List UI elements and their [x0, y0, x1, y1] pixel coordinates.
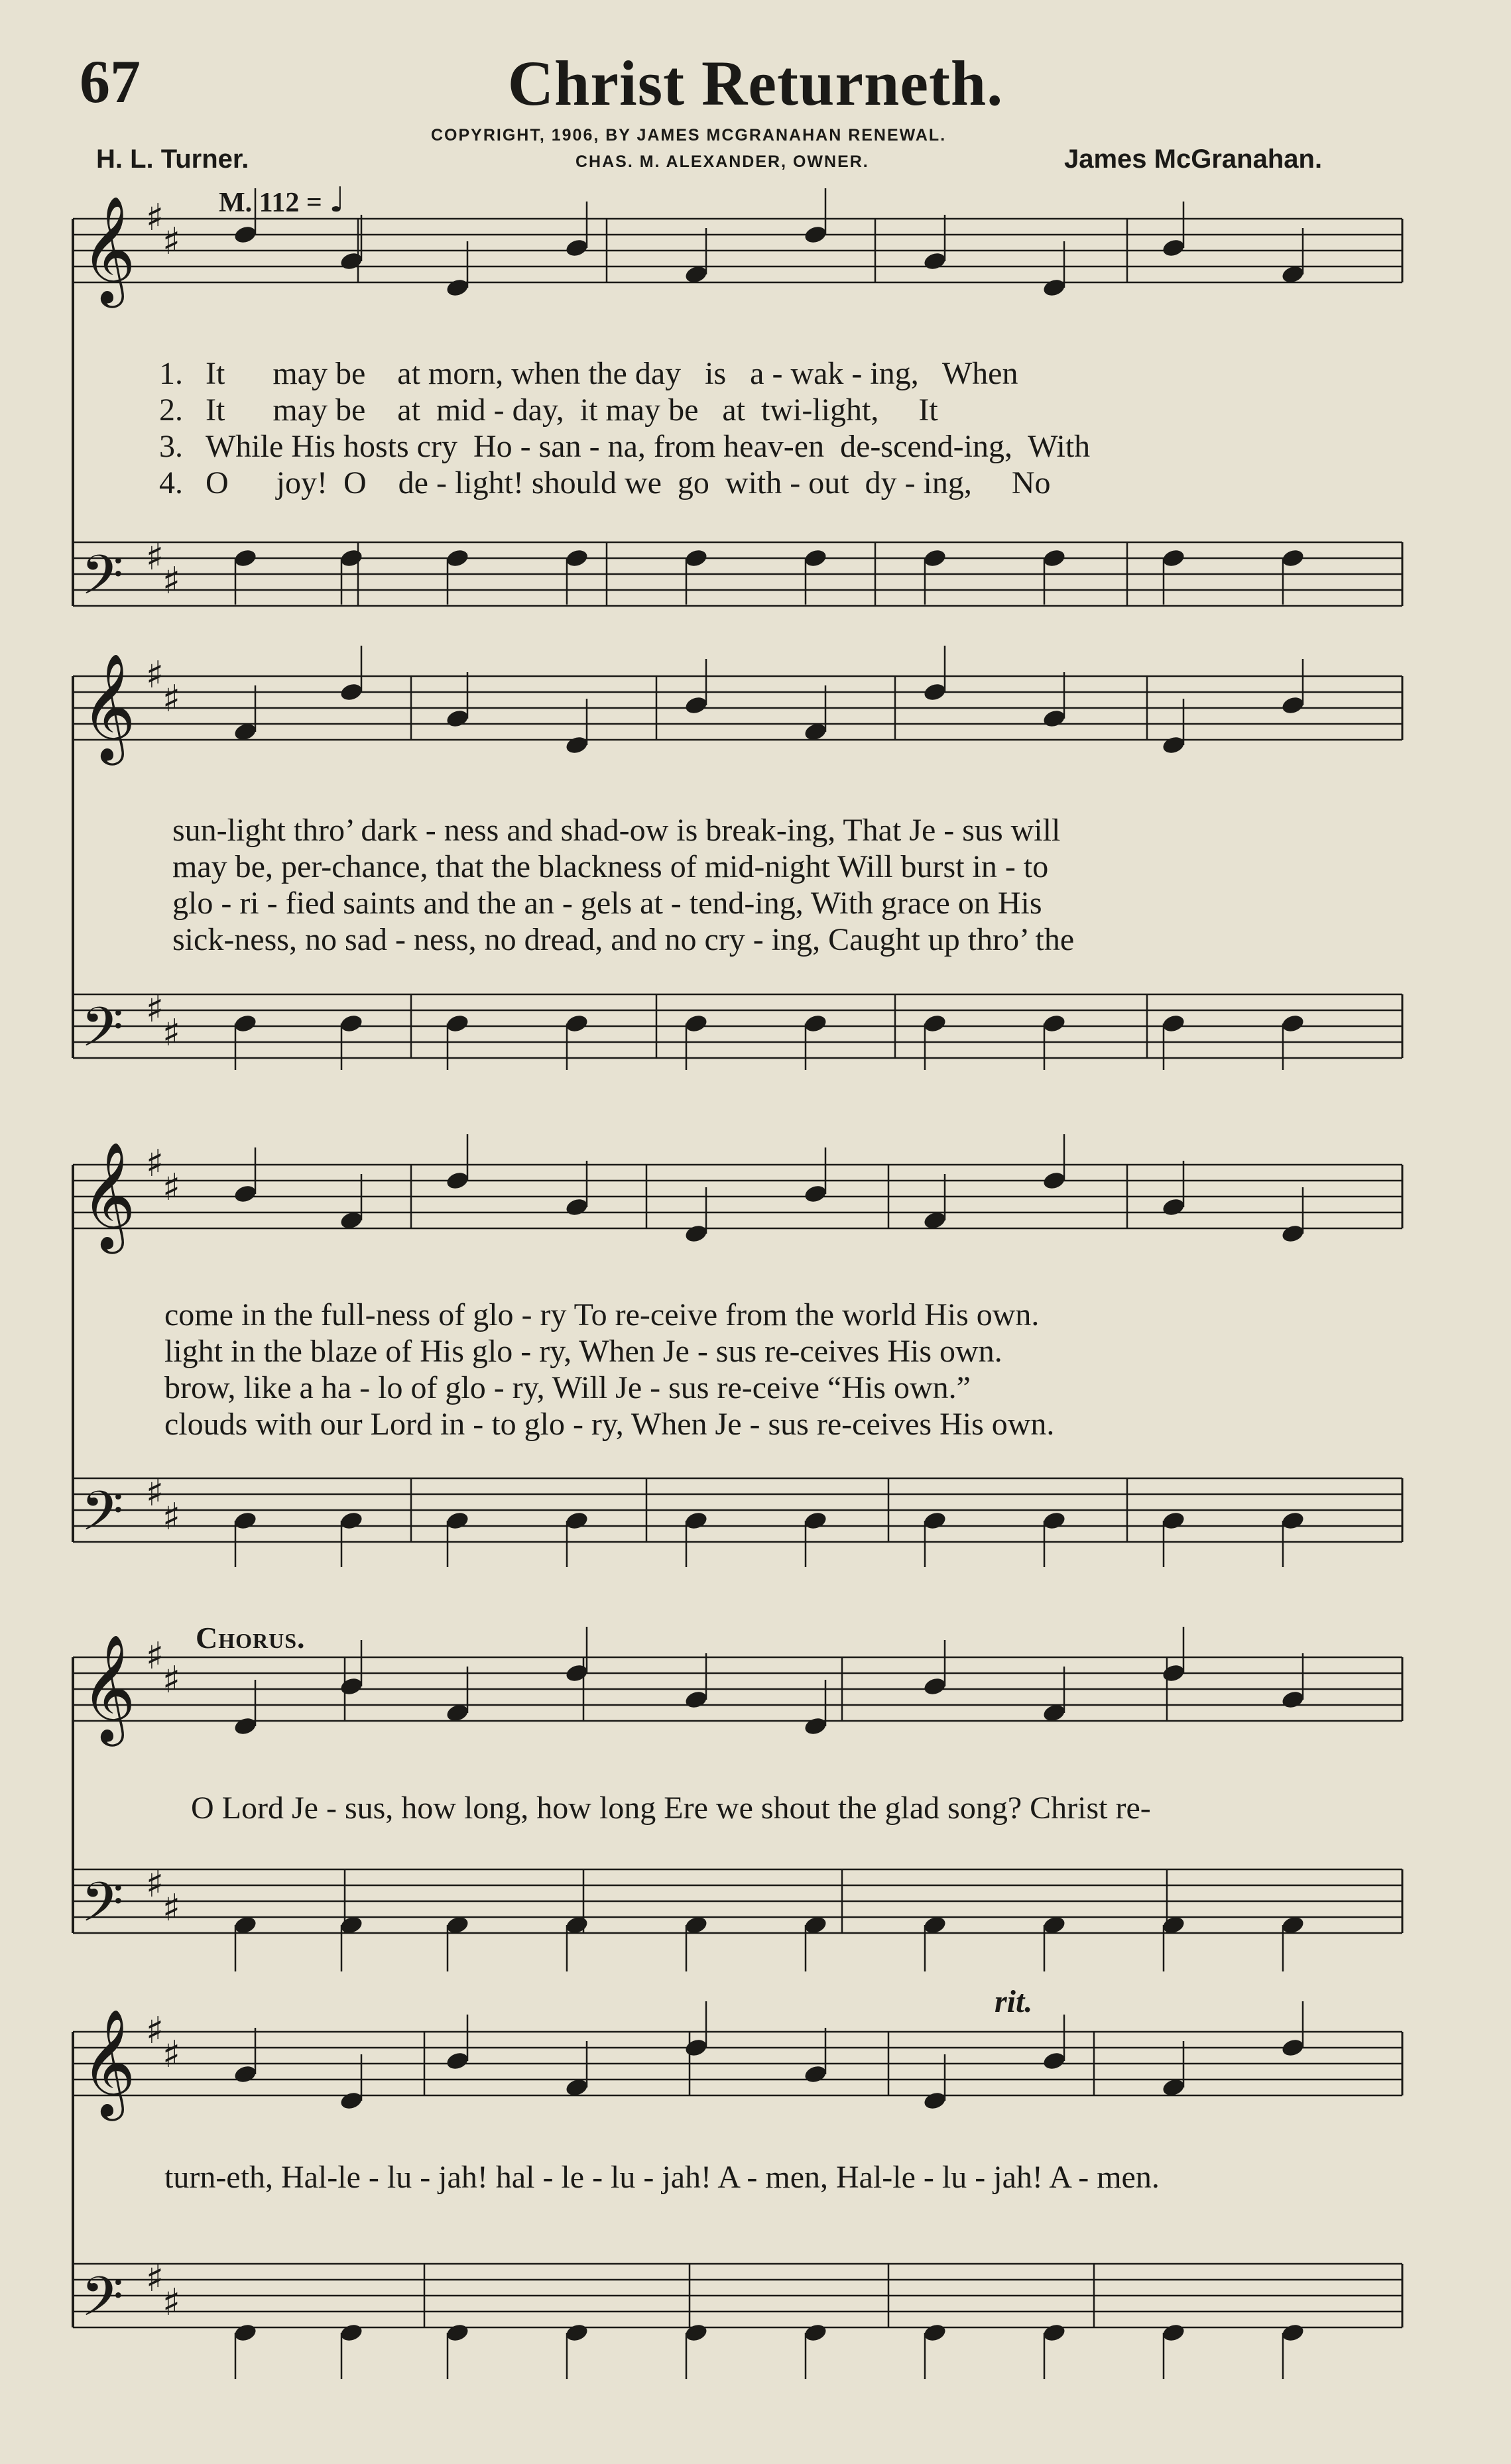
- note-head: [1161, 1013, 1186, 1034]
- note-head: [445, 2322, 470, 2343]
- note-head: [1042, 708, 1067, 729]
- lyric-system1-line2: 2. It may be at mid - day, it may be at twi-light, It: [159, 392, 938, 428]
- sharp-icon: ♯: [162, 1165, 181, 1209]
- treble-clef-icon: 𝄞: [81, 2009, 136, 2117]
- bass-clef-icon: 𝄢: [81, 543, 124, 620]
- note-head: [1042, 548, 1067, 569]
- note-head: [564, 237, 589, 259]
- note-head: [922, 251, 947, 272]
- copyright-line: COPYRIGHT, 1906, BY JAMES MCGRANAHAN RENEWAL.: [431, 126, 947, 145]
- note-head: [1161, 2322, 1186, 2343]
- lyric-system2-line4: sick-ness, no sad - ness, no dread, and no cry - ing, Caught up thro’ the: [172, 922, 1075, 957]
- sharp-icon: ♯: [162, 677, 181, 721]
- lyric-system3-line1: come in the full-ness of glo - ry To re-ceive from the world His own.: [164, 1297, 1040, 1332]
- sharp-icon: ♯: [146, 535, 164, 579]
- sharp-icon: ♯: [146, 1471, 164, 1515]
- lyric-system1-line3: 3. While His hosts cry Ho - san - na, from heav-en de-scend-ing, With: [159, 429, 1091, 464]
- treble-clef-icon: 𝄞: [81, 196, 136, 304]
- note-head: [233, 1716, 258, 1737]
- note-head: [1161, 1663, 1186, 1684]
- note-head: [233, 1013, 258, 1034]
- sharp-icon: ♯: [162, 1495, 181, 1539]
- sharp-icon: ♯: [146, 987, 164, 1031]
- note-head: [339, 1510, 364, 1531]
- copyright-owner: CHAS. M. ALEXANDER, OWNER.: [575, 152, 869, 171]
- note-head: [233, 1510, 258, 1531]
- note-head: [684, 695, 709, 716]
- lyric-system3-line4: clouds with our Lord in - to glo - ry, When Je - sus re-ceives His own.: [164, 1407, 1055, 1442]
- note-head: [339, 1676, 364, 1697]
- note-head: [233, 2322, 258, 2343]
- note-head: [339, 548, 364, 569]
- note-head: [803, 2064, 828, 2085]
- note-head: [233, 548, 258, 569]
- note-head: [922, 2090, 947, 2111]
- note-head: [1161, 1510, 1186, 1531]
- note-head: [564, 1510, 589, 1531]
- note-head: [684, 2037, 709, 2058]
- note-head: [922, 1510, 947, 1531]
- note-head: [803, 1013, 828, 1034]
- note-head: [1280, 2322, 1305, 2343]
- note-head: [1280, 1510, 1305, 1531]
- quarter-note-icon: ♩: [329, 180, 345, 220]
- lyric-system1-line1: 1. It may be at morn, when the day is a - wak - ing, When: [159, 356, 1018, 391]
- bass-clef-icon: 𝄢: [81, 995, 124, 1073]
- note-head: [564, 1197, 589, 1218]
- sharp-icon: ♯: [162, 2280, 181, 2324]
- tempo-label: M. 112 =: [219, 188, 322, 218]
- note-head: [803, 1716, 828, 1737]
- note-head: [339, 1013, 364, 1034]
- lyric-chorus-line1: O Lord Je - sus, how long, how long Ere we shout the glad song? Christ re-: [191, 1790, 1151, 1826]
- note-head: [445, 1510, 470, 1531]
- note-head: [803, 1510, 828, 1531]
- note-head: [922, 1013, 947, 1034]
- note-head: [1280, 1223, 1305, 1244]
- note-head: [803, 1183, 828, 1204]
- author-credit: H. L. Turner.: [96, 145, 249, 174]
- lyric-system1-line4: 4. O joy! O de - light! should we go with - out dy - ing, No: [159, 465, 1051, 500]
- note-head: [684, 1223, 709, 1244]
- note-head: [1280, 1689, 1305, 1710]
- note-head: [684, 1510, 709, 1531]
- lyric-system3-line3: brow, like a ha - lo of glo - ry, Will Je - sus re-ceive “His own.”: [164, 1370, 971, 1405]
- sharp-icon: ♯: [162, 2032, 181, 2076]
- treble-clef-icon: 𝄞: [81, 1142, 136, 1250]
- note-head: [339, 2090, 364, 2111]
- note-head: [339, 251, 364, 272]
- note-head: [1042, 1013, 1067, 1034]
- sharp-icon: ♯: [162, 1011, 181, 1055]
- sharp-icon: ♯: [162, 1658, 181, 1702]
- bass-clef-icon: 𝄢: [81, 2264, 124, 2342]
- note-head: [684, 1689, 709, 1710]
- note-head: [922, 1676, 947, 1697]
- treble-clef-icon: 𝄞: [81, 1634, 136, 1742]
- sharp-icon: ♯: [146, 1142, 164, 1185]
- sharp-icon: ♯: [146, 196, 164, 239]
- note-head: [233, 1183, 258, 1204]
- note-head: [684, 2322, 709, 2343]
- note-head: [1042, 277, 1067, 298]
- note-head: [1161, 237, 1186, 259]
- sharp-icon: ♯: [162, 219, 181, 263]
- note-head: [445, 1013, 470, 1034]
- note-head: [1280, 2037, 1305, 2058]
- note-head: [803, 548, 828, 569]
- sharp-icon: ♯: [162, 559, 181, 603]
- note-head: [233, 224, 258, 245]
- note-head: [1161, 734, 1186, 756]
- note-head: [1042, 2322, 1067, 2343]
- note-head: [803, 2322, 828, 2343]
- note-head: [1280, 548, 1305, 569]
- sharp-icon: ♯: [146, 1862, 164, 1906]
- hymn-number: 67: [80, 48, 141, 115]
- sharp-icon: ♯: [146, 2009, 164, 2052]
- note-head: [339, 681, 364, 703]
- lyric-system2-line3: glo - ri - fied saints and the an - gels at - tend-ing, With grace on His: [172, 886, 1042, 921]
- note-head: [445, 2050, 470, 2072]
- sharp-icon: ♯: [146, 2257, 164, 2300]
- note-head: [233, 2064, 258, 2085]
- note-head: [922, 2322, 947, 2343]
- lyric-system2-line1: sun-light thro’ dark - ness and shad-ow is break-ing, That Je - sus will: [172, 813, 1061, 848]
- note-head: [445, 708, 470, 729]
- note-head: [564, 1663, 589, 1684]
- note-head: [1280, 1013, 1305, 1034]
- note-head: [803, 224, 828, 245]
- sharp-icon: ♯: [146, 1634, 164, 1678]
- note-head: [922, 681, 947, 703]
- lyric-system3-line2: light in the blaze of His glo - ry, When Je - sus re-ceives His own.: [164, 1334, 1002, 1369]
- treble-clef-icon: 𝄞: [81, 653, 136, 761]
- lyric-system2-line2: may be, per-chance, that the blackness of mid-night Will burst in - to: [172, 849, 1049, 884]
- bass-clef-icon: 𝄢: [81, 1870, 124, 1948]
- note-head: [684, 1013, 709, 1034]
- note-head: [445, 1170, 470, 1191]
- note-head: [1161, 1197, 1186, 1218]
- note-head: [684, 548, 709, 569]
- sharp-icon: ♯: [162, 1886, 181, 1930]
- chorus-label: Chorus.: [196, 1621, 306, 1655]
- note-head: [445, 548, 470, 569]
- note-head: [1161, 548, 1186, 569]
- note-head: [564, 548, 589, 569]
- note-head: [564, 734, 589, 756]
- note-head: [445, 277, 470, 298]
- note-head: [339, 2322, 364, 2343]
- composer-credit: James McGranahan.: [1064, 145, 1323, 174]
- bass-clef-icon: 𝄢: [81, 1479, 124, 1556]
- note-head: [1042, 2050, 1067, 2072]
- note-head: [564, 1013, 589, 1034]
- note-head: [1042, 1510, 1067, 1531]
- sharp-icon: ♯: [146, 653, 164, 697]
- hymn-title: Christ Returneth.: [507, 48, 1004, 119]
- note-head: [1280, 695, 1305, 716]
- note-head: [922, 548, 947, 569]
- ritardando-marking: rit.: [995, 1984, 1033, 2019]
- lyric-chorus-line2: turn-eth, Hal-le - lu - jah! hal - le - lu - jah! A - men, Hal-le - lu - jah! A - men.: [164, 2160, 1160, 2195]
- note-head: [1042, 1170, 1067, 1191]
- note-head: [564, 2322, 589, 2343]
